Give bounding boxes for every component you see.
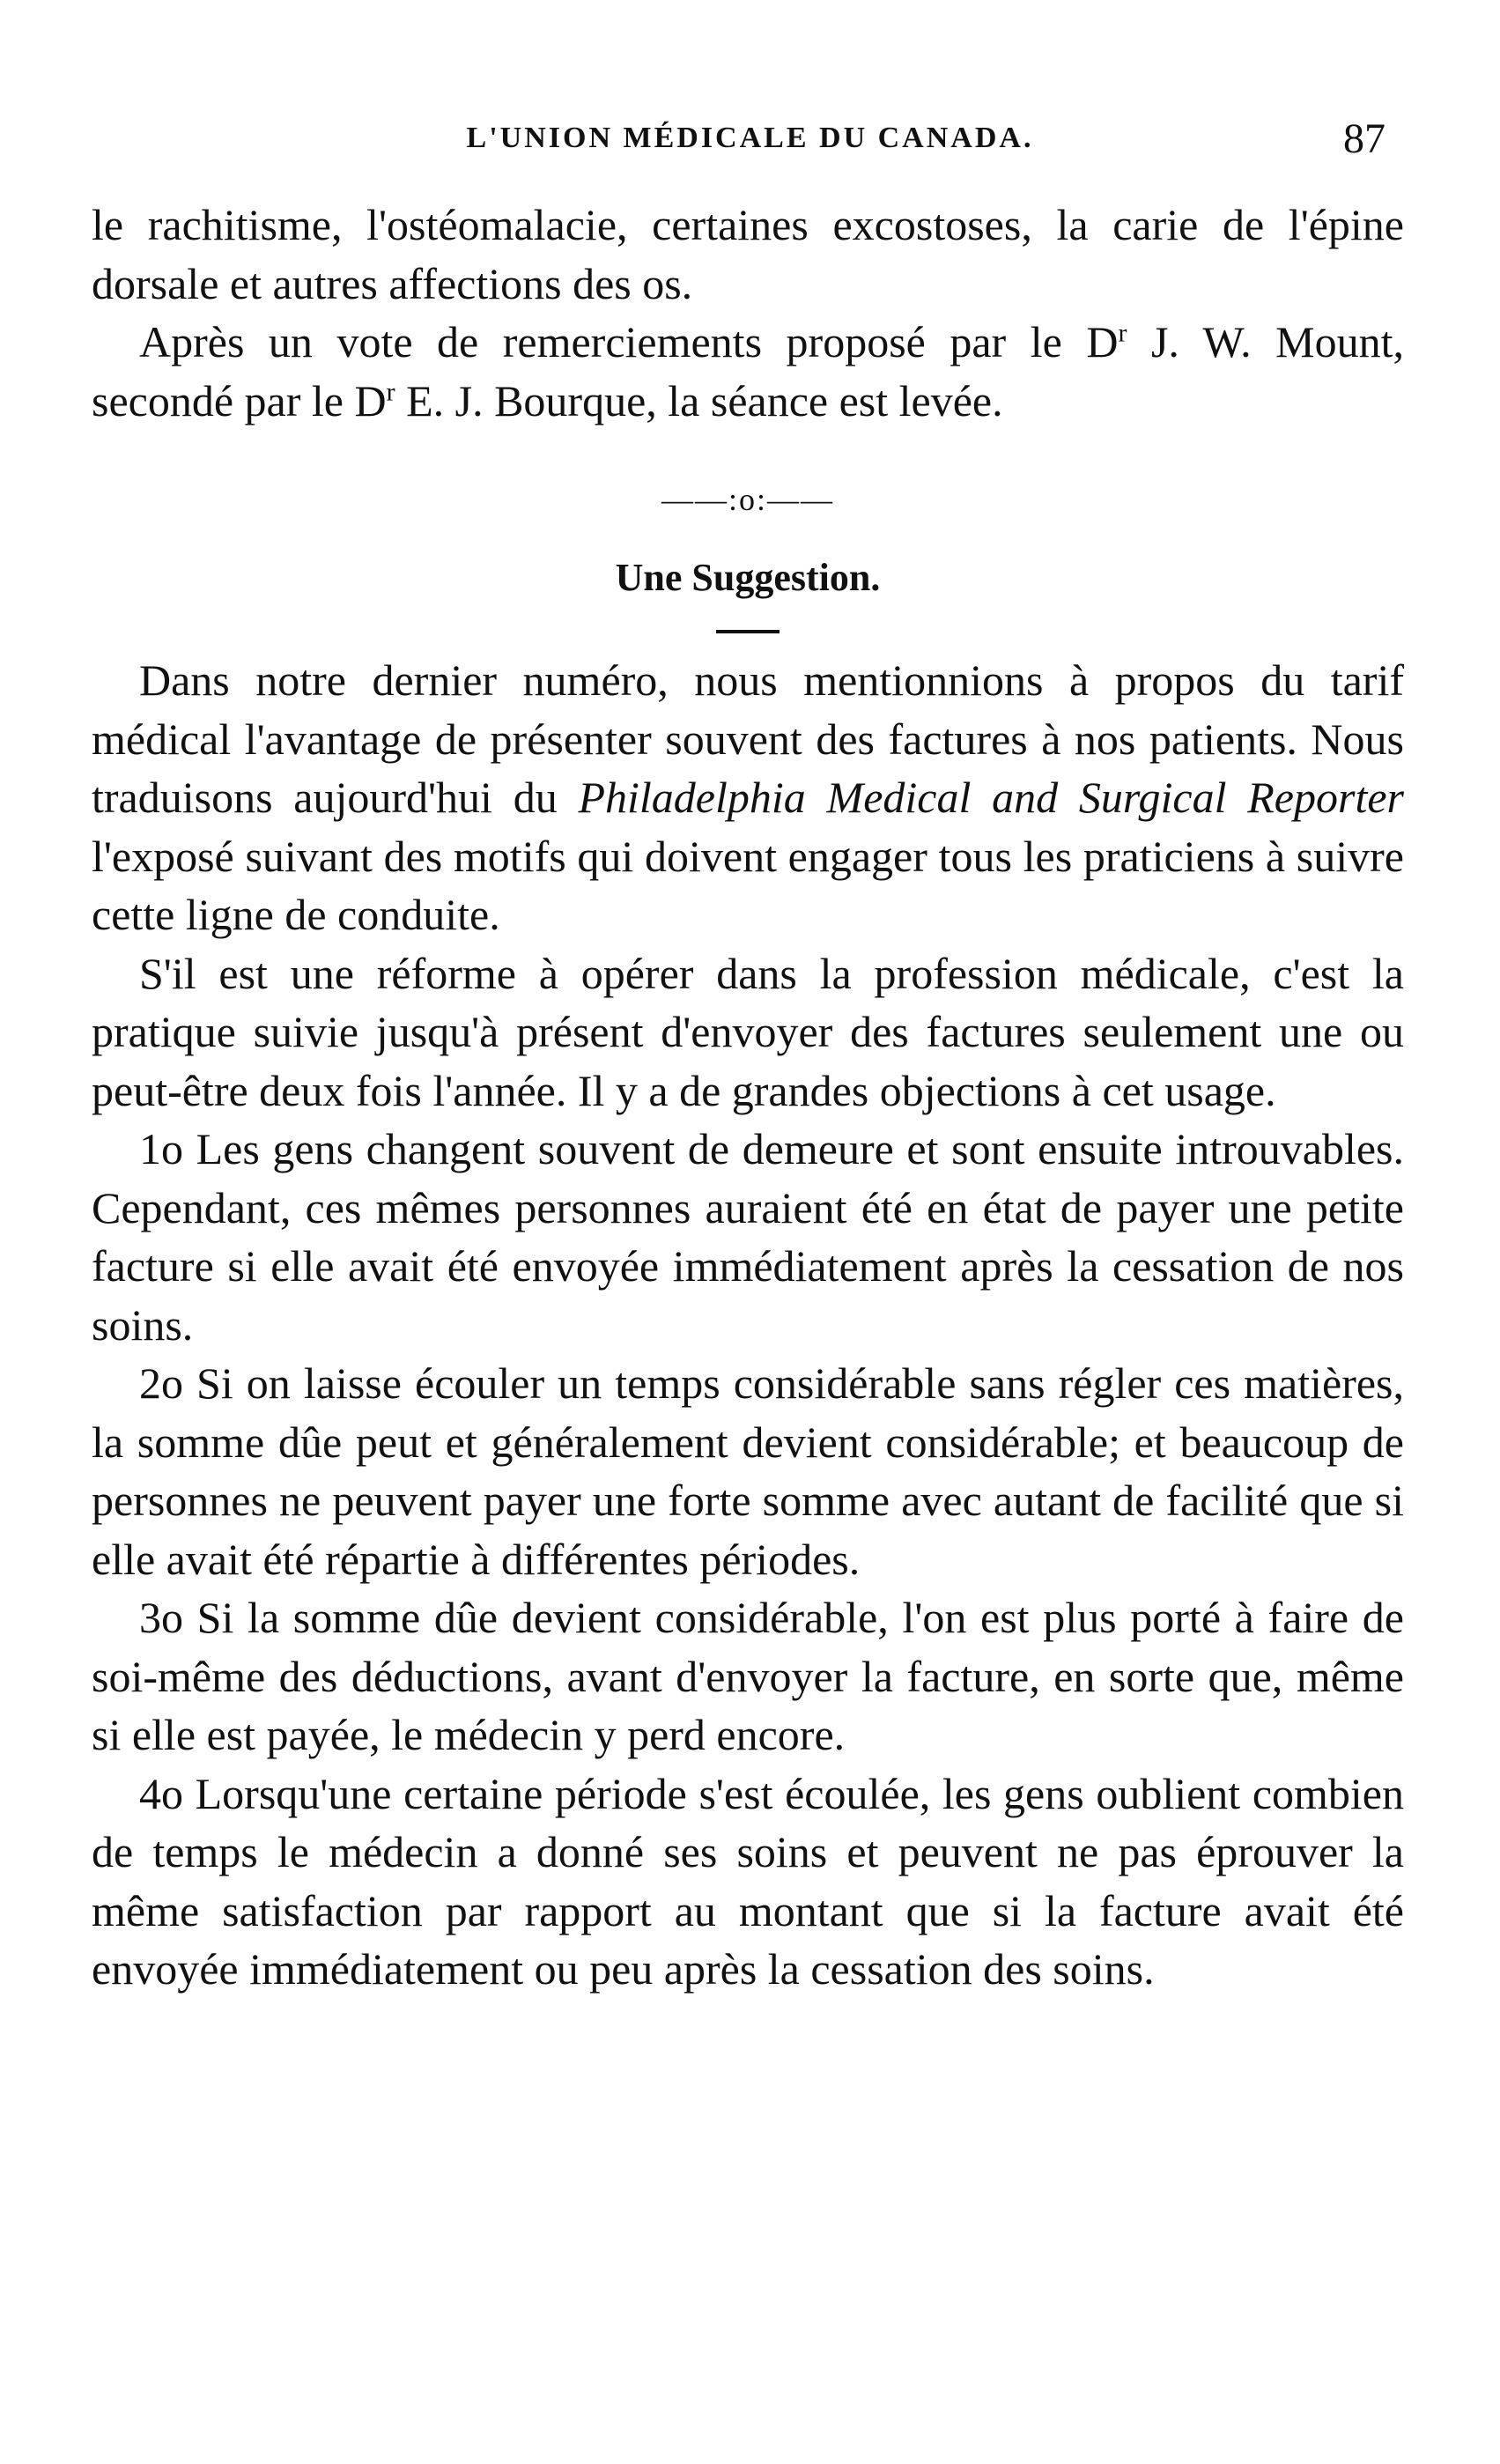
- paragraph-7: 3o Si la somme dûe devient considérable, l'on est plus porté à faire de soi-même des déductions, avant d'envoyer la facture, en sorte que, même si elle est payée, le médecin y perd encore.: [92, 1593, 1404, 1759]
- journal-title: Philadelphia Medical and Surgical Reporter: [578, 773, 1404, 822]
- section-separator: ——:o:——: [661, 482, 834, 517]
- paragraph-2-sup-2: r: [386, 376, 395, 406]
- running-head: L'UNION MÉDICALE DU CANADA.: [466, 122, 1034, 154]
- paragraph-3: [92, 651, 1404, 944]
- paragraph-2-part-c: E. J. Bourque, la séance est levée.: [395, 375, 1003, 425]
- paragraph-2: [92, 313, 1404, 430]
- section-title: Une Suggestion.: [615, 555, 881, 599]
- paragraph-1: le rachitisme, l'ostéomalacie, certaines excostoses, la carie de l'épine dorsale et autres affections des os.: [92, 200, 1404, 308]
- body-text: [92, 196, 1404, 1999]
- title-rule: [716, 630, 780, 633]
- paragraph-4: S'il est une réforme à opérer dans la profession médicale, c'est la pratique suivie jusqu'à présent d'envoyer des factures seulement une ou peut-être deux fois l'année. Il y a de grandes objections à cet usage.: [92, 948, 1404, 1115]
- page-header: [0, 115, 1500, 167]
- paragraph-2-part-b: J. W. Mount, secondé par le D: [92, 317, 1404, 425]
- paragraph-5: 1o Les gens changent souvent de demeure et sont ensuite introuvables. Cependant, ces mêmes personnes auraient été en état de payer une petite facture si elle avait été envoyée immédiatement après la cessation de nos soins.: [92, 1124, 1404, 1350]
- page-number: 87: [1343, 115, 1385, 162]
- paragraph-2-sup-1: r: [1118, 318, 1127, 348]
- paragraph-6: 2o Si on laisse écouler un temps considérable sans régler ces matières, la somme dûe peut et généralement devient considérable; et beaucoup de personnes ne peuvent payer une forte somme avec autant de facilité que si elle avait été répartie à différentes périodes.: [92, 1358, 1404, 1584]
- paragraph-2-part-a: Après un vote de remerciements proposé par le D: [139, 317, 1119, 366]
- paragraph-3-part-a: Dans notre dernier numéro, nous mentionnions à propos du tarif médical l'avantage de présenter souvent des factures à nos patients. Nous traduisons aujourd'hui du: [92, 655, 1404, 822]
- paragraph-3-part-b: l'exposé suivant des motifs qui doivent engager tous les praticiens à suivre cette ligne de conduite.: [92, 831, 1404, 939]
- paragraph-8: 4o Lorsqu'une certaine période s'est écoulée, les gens oublient combien de temps le médecin a donné ses soins et peuvent ne pas éprouver la même satisfaction par rapport au montant que si la facture avait été envoyée immédiatement ou peu après la cessation des soins.: [92, 1768, 1404, 1994]
